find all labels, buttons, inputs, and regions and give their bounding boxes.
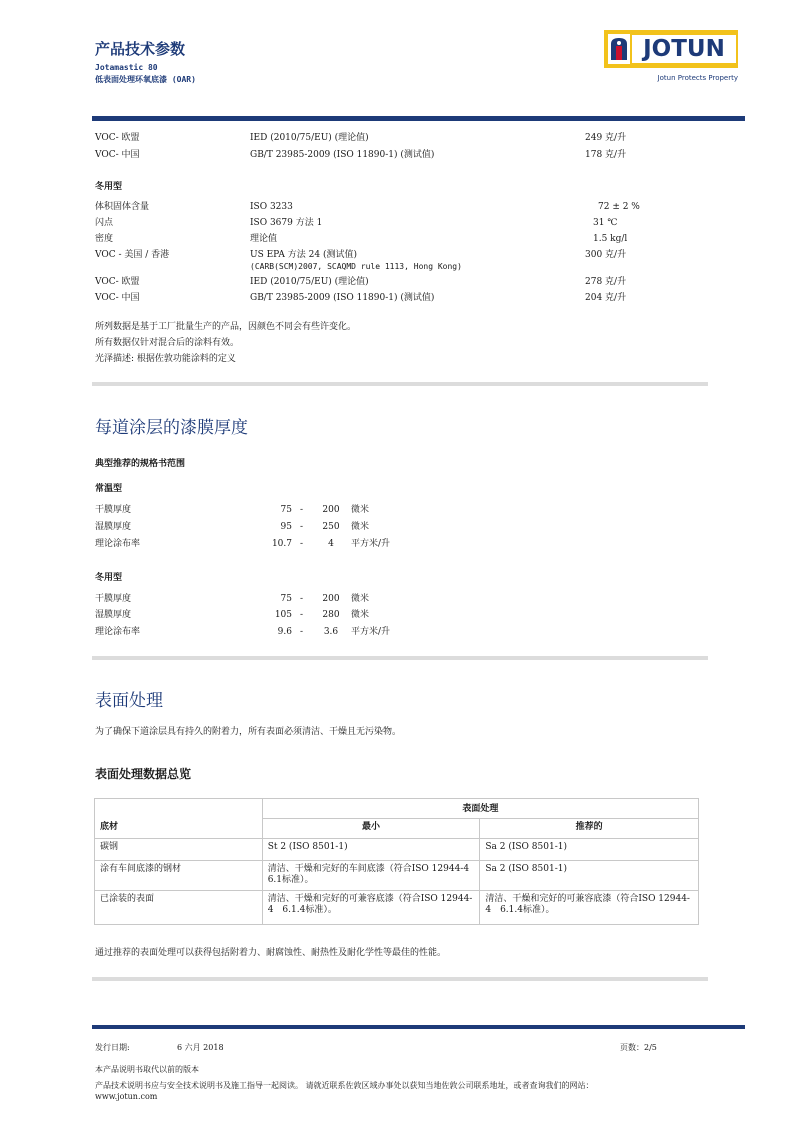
group-header: 表面处理 <box>262 799 698 819</box>
film-unit: 平方米/升 <box>351 627 391 637</box>
footer-rule <box>92 1025 745 1029</box>
section-divider <box>92 656 708 660</box>
footer-line: 产品技术说明书应与安全技术说明书及施工指导一起阅读。 请就近联系佐敦区域办事处以获知当地佐敦公司联系地址，或者查询我们的网站： <box>95 1081 594 1090</box>
film-dash: - <box>300 594 304 604</box>
film-label: 干膜厚度 <box>95 505 132 515</box>
film-dash: - <box>300 610 304 620</box>
cell-substrate: 已涂装的表面 <box>95 891 263 925</box>
film-unit: 微米 <box>351 505 370 515</box>
film-min: 95 <box>280 522 292 532</box>
prop-value: 278 克/升 <box>585 277 627 287</box>
film-max: 4 <box>328 539 334 549</box>
voc-cn-value: 178 克/升 <box>585 150 627 160</box>
section-divider <box>92 977 708 981</box>
prop-label: VOC- 欧盟 <box>95 277 140 287</box>
film-dash: - <box>300 522 304 532</box>
voc-eu-method: IED (2010/75/EU) (理论值) <box>250 133 369 143</box>
cell-substrate: 碳钢 <box>95 839 263 861</box>
film-max: 200 <box>322 594 340 604</box>
surface-table-title: 表面处理数据总览 <box>95 767 192 781</box>
winter-heading: 冬用型 <box>95 182 123 192</box>
col-recommended: 推荐的 <box>480 819 699 839</box>
prop-value: 31 ℃ <box>593 218 618 228</box>
film-label: 湿膜厚度 <box>95 610 132 620</box>
website-link[interactable]: www.jotun.com <box>95 1092 158 1101</box>
prop-value: 204 克/升 <box>585 293 627 303</box>
prop-method: ISO 3679 方法 1 <box>250 218 323 228</box>
film-unit: 微米 <box>351 610 370 620</box>
logo-tagline: Jotun Protects Property <box>657 74 738 82</box>
film-label: 湿膜厚度 <box>95 522 132 532</box>
prop-value: 1.5 kg/l <box>593 234 628 244</box>
prop-method: US EPA 方法 24 (测试值) <box>250 250 357 260</box>
film-unit: 微米 <box>351 522 370 532</box>
prop-label: VOC - 美国 / 香港 <box>95 250 170 260</box>
cell-recommended: Sa 2 (ISO 8501-1) <box>480 861 699 891</box>
jotun-logo <box>604 30 738 82</box>
cell-substrate: 涂有车间底漆的钢材 <box>95 861 263 891</box>
cell-min: St 2 (ISO 8501-1) <box>262 839 480 861</box>
logo-wordmark: JOTUN <box>632 35 736 63</box>
note-line: 所有数据仅针对混合后的涂料有效。 <box>95 338 240 348</box>
prop-method: GB/T 23985-2009 (ISO 11890-1) (测试值) <box>250 293 435 303</box>
issue-date: 6 六月 2018 <box>177 1043 224 1052</box>
film-group-heading: 冬用型 <box>95 573 123 583</box>
voc-cn-label: VOC- 中国 <box>95 150 140 160</box>
cell-recommended: Sa 2 (ISO 8501-1) <box>480 839 699 861</box>
film-label: 理论涂布率 <box>95 539 141 549</box>
issue-date-label: 发行日期: <box>95 1043 130 1052</box>
film-max: 250 <box>322 522 340 532</box>
voc-eu-value: 249 克/升 <box>585 133 627 143</box>
page-title: 产品技术参数 <box>95 40 186 58</box>
table-row <box>95 891 699 925</box>
film-min: 10.7 <box>271 539 292 549</box>
col-substrate: 底材 <box>95 819 263 839</box>
film-group-heading: 常温型 <box>95 484 123 494</box>
film-unit: 平方米/升 <box>351 539 391 549</box>
cell-min: 清洁、干燥和完好的可兼容底漆（符合ISO 12944-4 6.1.4标准）。 <box>262 891 480 925</box>
product-name: Jotamastic 80 <box>95 63 158 72</box>
header-rule <box>92 116 745 121</box>
film-section-title: 每道涂层的漆膜厚度 <box>95 418 248 438</box>
page-number: 页数：2/5 <box>620 1043 657 1052</box>
prop-label: 体积固体含量 <box>95 202 150 212</box>
prop-label: 闪点 <box>95 218 114 228</box>
surface-section-title: 表面处理 <box>95 691 163 711</box>
section-divider <box>92 382 708 386</box>
film-max: 280 <box>322 610 340 620</box>
voc-eu-label: VOC- 欧盟 <box>95 133 140 143</box>
prop-value: 72 ± 2 % <box>598 202 640 212</box>
table-header-row <box>95 799 699 819</box>
film-min: 75 <box>280 594 292 604</box>
prop-method: 理论值 <box>250 234 278 244</box>
film-max: 200 <box>322 505 340 515</box>
logo-emblem-icon <box>608 34 630 64</box>
film-dash: - <box>300 505 304 515</box>
table-row <box>95 839 699 861</box>
col-min: 最小 <box>262 819 480 839</box>
prop-method: IED (2010/75/EU) (理论值) <box>250 277 369 287</box>
film-label: 理论涂布率 <box>95 627 141 637</box>
film-dash: - <box>300 627 304 637</box>
footer-line: 本产品说明书取代以前的版本 <box>95 1065 199 1074</box>
film-max: 3.6 <box>323 627 339 637</box>
film-unit: 微米 <box>351 594 370 604</box>
surface-table <box>94 798 699 925</box>
prop-label: VOC- 中国 <box>95 293 140 303</box>
table-header-row <box>95 819 699 839</box>
cell-min: 清洁、干燥和完好的车间底漆（符合ISO 12944-4 6.1标准）。 <box>262 861 480 891</box>
film-dash: - <box>300 539 304 549</box>
surface-footnote: 通过推荐的表面处理可以获得包括附着力、耐腐蚀性、耐热性及耐化学性等最佳的性能。 <box>95 948 447 958</box>
film-min: 9.6 <box>277 627 292 637</box>
prop-method-detail: (CARB(SCM)2007, SCAQMD rule 1113, Hong Kong) <box>250 262 462 271</box>
prop-method: ISO 3233 <box>250 202 293 212</box>
surface-intro: 为了确保下道涂层具有持久的附着力，所有表面必须清洁、干燥且无污染物。 <box>95 727 402 737</box>
film-min: 75 <box>280 505 292 515</box>
film-label: 干膜厚度 <box>95 594 132 604</box>
film-subtitle: 典型推荐的规格书范围 <box>95 459 186 469</box>
note-line: 光泽描述: 根据佐敦功能涂料的定义 <box>95 354 236 364</box>
voc-cn-method: GB/T 23985-2009 (ISO 11890-1) (测试值) <box>250 150 435 160</box>
film-min: 105 <box>274 610 292 620</box>
prop-value: 300 克/升 <box>585 250 627 260</box>
product-subtitle: 低表面处理环氧底漆 (OAR) <box>95 75 196 84</box>
table-row <box>95 861 699 891</box>
prop-label: 密度 <box>95 234 114 244</box>
cell-recommended: 清洁、干燥和完好的可兼容底漆（符合ISO 12944-4 6.1.4标准）。 <box>480 891 699 925</box>
note-line: 所列数据是基于工厂批量生产的产品，因颜色不同会有些许变化。 <box>95 322 357 332</box>
